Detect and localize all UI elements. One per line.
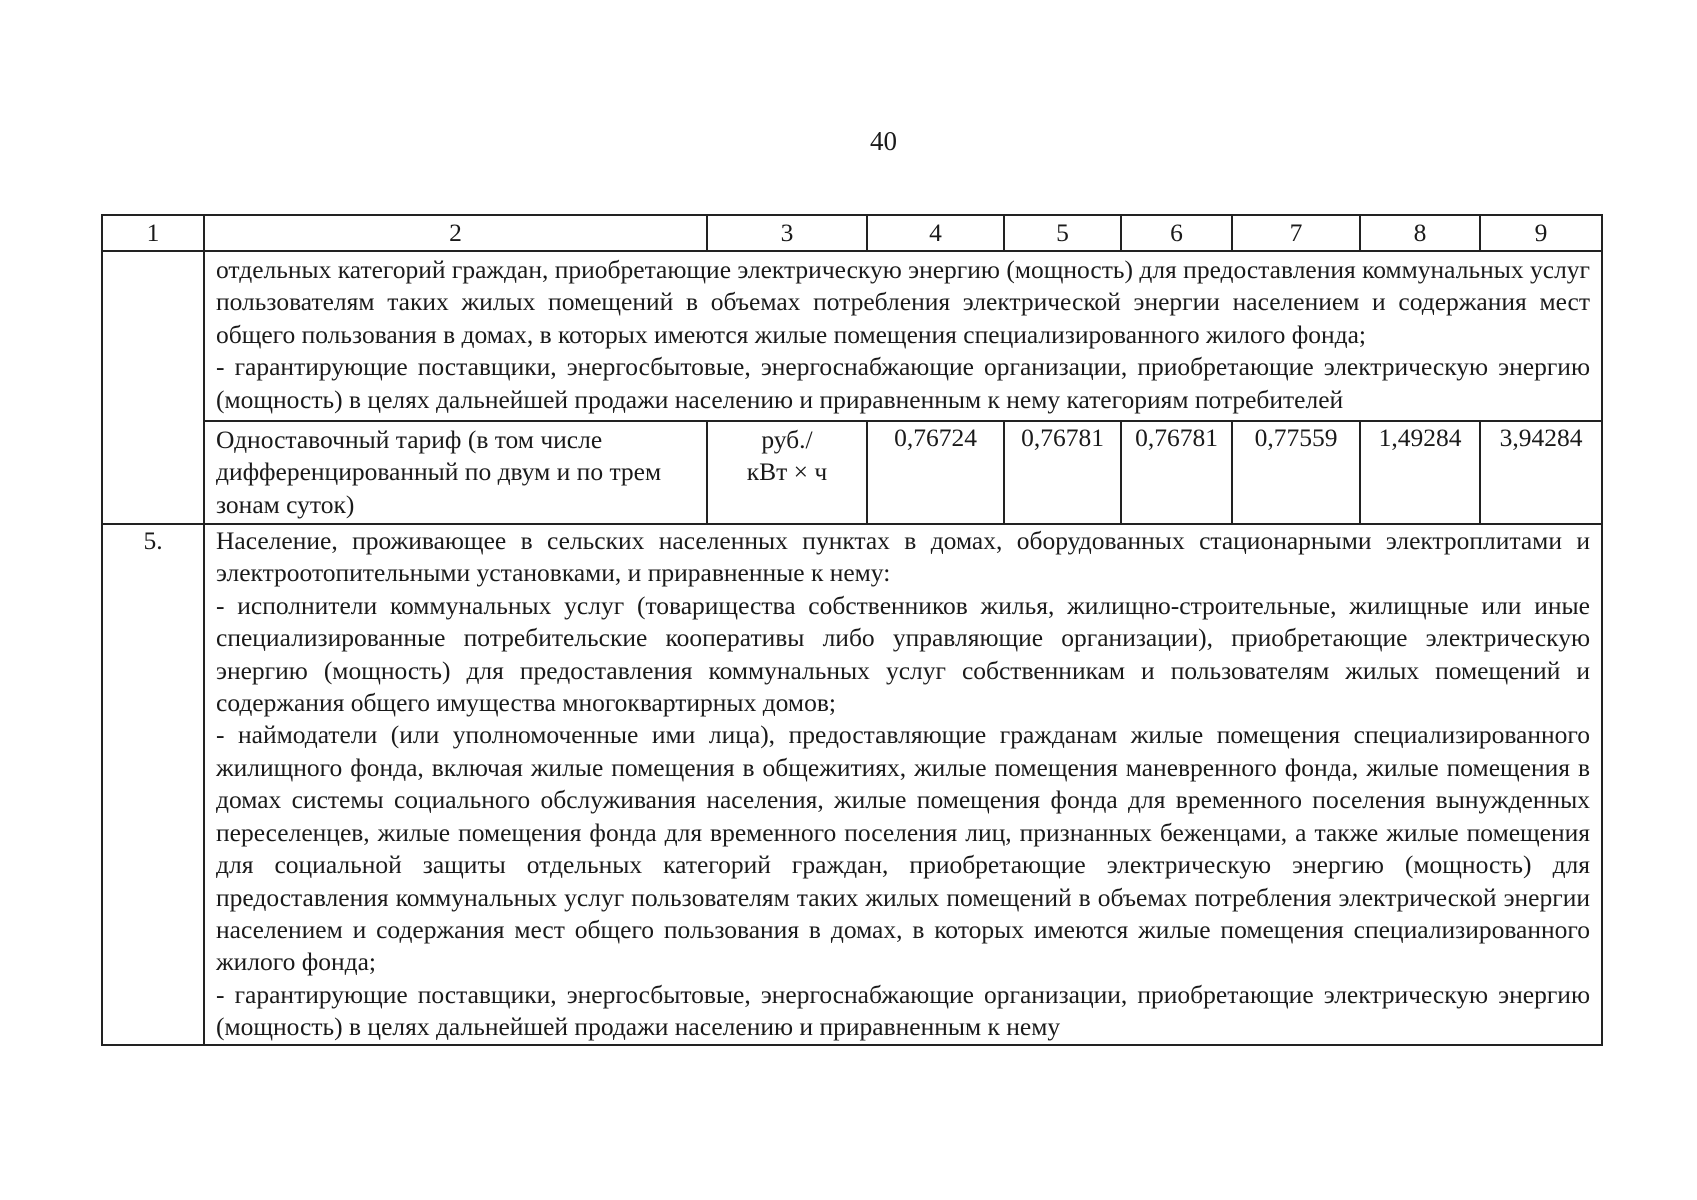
header-cell: 3: [707, 215, 867, 251]
header-cell: 8: [1360, 215, 1480, 251]
table-row: [102, 524, 1602, 1045]
page-number: 40: [870, 126, 897, 156]
value-cell: 0,77559: [1232, 421, 1360, 524]
unit-line: руб./: [761, 425, 813, 455]
header-cell: 9: [1480, 215, 1602, 251]
table-row: [102, 421, 1602, 524]
paragraph: - исполнители коммунальных услуг (товарищества собственников жилья, жилищно-строительные, жилищные или иные специализированные потребительские кооперативы либо управляющие организации), приобретающие электрическую энергию (мощность) для предоставления коммунальных услуг собственникам и пользователям жилых помещений и содержания общего имущества многоквартирных домов;: [216, 590, 1590, 718]
header-cell: 5: [1004, 215, 1121, 251]
header-cell: 2: [204, 215, 707, 251]
unit-line: кВт × ч: [746, 457, 828, 487]
continuation-text-cell: [204, 251, 1602, 421]
section-text-cell: [204, 524, 1602, 1045]
paragraph: Население, проживающее в сельских населенных пунктах в домах, оборудованных стационарными электроплитами и электроотопительными установками, и приравненные к нему:: [216, 526, 1590, 588]
value-cell: 0,76781: [1121, 421, 1232, 524]
unit-cell: [707, 421, 867, 524]
value-cell: 0,76781: [1004, 421, 1121, 524]
header-cell: 1: [102, 215, 204, 251]
row-number: 5.: [102, 524, 204, 1045]
table-row: [102, 251, 1602, 421]
value-cell: 3,94284: [1480, 421, 1602, 524]
tariff-description: Одноставочный тариф (в том числе дифференцированный по двум и по трем зонам суток): [204, 421, 707, 524]
tariff-table: [101, 214, 1603, 1046]
table-header-row: [102, 215, 1602, 251]
paragraph: - наймодатели (или уполномоченные ими лица), предоставляющие гражданам жилые помещения специализированного жилищного фонда, включая жилые помещения в общежитиях, жилые помещения маневренного фонда, жилые помещения в домах системы социального обслуживания населения, жилые помещения фонда для временного поселения вынужденных переселенцев, жилые помещения фонда для временного поселения лиц, признанных беженцами, а также жилые помещения для социальной защиты отдельных категорий граждан, приобретающие электрическую энергию (мощность) для предоставления коммунальных услуг пользователям таких жилых помещений в объемах потребления электрической энергии населением и содержания мест общего пользования в домах, в которых имеются жилые помещения специализированного жилого фонда;: [216, 720, 1590, 977]
header-cell: 4: [867, 215, 1004, 251]
header-cell: 7: [1232, 215, 1360, 251]
paragraph: - гарантирующие поставщики, энергосбытовые, энергоснабжающие организации, приобретающие электрическую энергию (мощность) в целях дальнейшей продажи населению и приравненным к нему категориям потребителей: [216, 352, 1590, 414]
value-cell: 1,49284: [1360, 421, 1480, 524]
paragraph: отдельных категорий граждан, приобретающие электрическую энергию (мощность) для предоставления коммунальных услуг пользователям таких жилых помещений в объемах потребления электрической энергии населением и содержания мест общего пользования в домах, в которых имеются жилые помещения специализированного жилого фонда;: [216, 255, 1590, 349]
paragraph: - гарантирующие поставщики, энергосбытовые, энергоснабжающие организации, приобретающие электрическую энергию (мощность) в целях дальнейшей продажи населению и приравненным к нему: [216, 979, 1590, 1042]
number-cell: [102, 251, 204, 524]
header-cell: 6: [1121, 215, 1232, 251]
value-cell: 0,76724: [867, 421, 1004, 524]
